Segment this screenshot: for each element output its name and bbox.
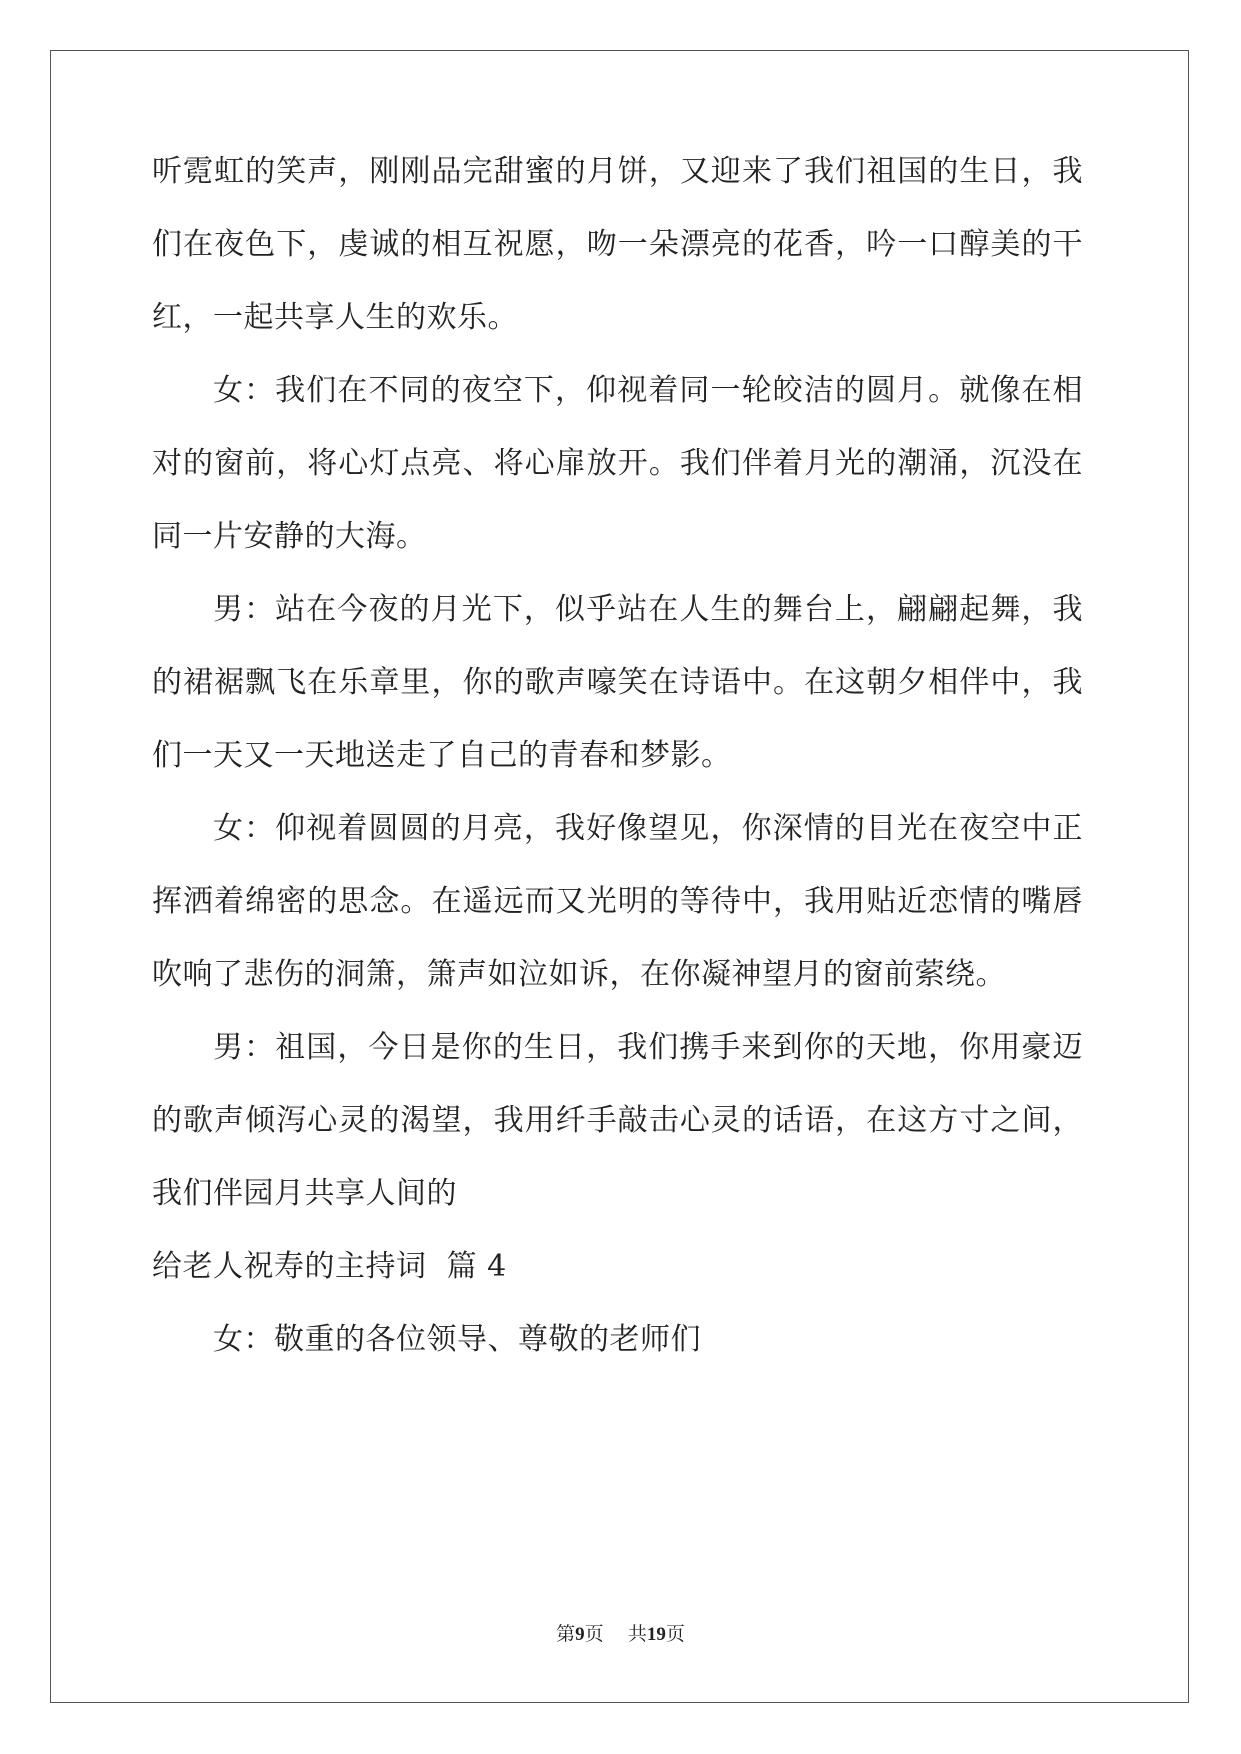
text-line-2: 们在夜色下，虔诚的相互祝愿，吻一朵漂亮的花香，吟一口醇美的干 xyxy=(152,227,1083,262)
text-line-9: 们一天又一天地送走了自己的青春和梦影。 xyxy=(152,738,732,773)
footer-total-unit: 页 xyxy=(665,1623,685,1645)
text-line-13: 男：祖国，今日是你的生日，我们携手来到你的天地，你用豪迈 xyxy=(213,1030,1083,1065)
text-line-5: 对的窗前，将心灯点亮、将心扉放开。我们伴着月光的潮涌，沉没在 xyxy=(152,446,1083,481)
text-line-14: 的歌声倾泻心灵的渴望，我用纤手敲击心灵的话语，在这方寸之间， xyxy=(152,1103,1083,1138)
text-line-11: 挥洒着绵密的思念。在遥远而又光明的等待中，我用贴近恋情的嘴唇 xyxy=(152,884,1083,919)
footer-page-prefix: 第 xyxy=(556,1623,576,1645)
text-line-12: 吹响了悲伤的洞箫，箫声如泣如诉，在你凝神望月的窗前萦绕。 xyxy=(152,957,1006,992)
text-line-17: 女：敬重的各位领导、尊敬的老师们 xyxy=(213,1322,701,1357)
footer-total-prefix: 共 xyxy=(627,1623,647,1645)
text-line-15: 我们伴园月共享人间的 xyxy=(152,1176,457,1211)
text-line-6: 同一片安静的大海。 xyxy=(152,519,427,554)
text-line-4: 女：我们在不同的夜空下，仰视着同一轮皎洁的圆月。就像在相 xyxy=(213,373,1083,408)
text-line-3: 红，一起共享人生的欢乐。 xyxy=(152,300,518,335)
text-line-8: 的裙裾飘飞在乐章里，你的歌声嚎笑在诗语中。在这朝夕相伴中，我 xyxy=(152,665,1083,700)
footer-page-unit: 页 xyxy=(584,1623,604,1645)
text-line-7: 男：站在今夜的月光下，似乎站在人生的舞台上，翩翩起舞，我 xyxy=(213,592,1083,627)
footer-total-pages: 19 xyxy=(646,1624,666,1645)
section-heading: 给老人祝寿的主持词 篇 4 xyxy=(152,1249,507,1284)
text-line-10: 女：仰视着圆圆的月亮，我好像望见，你深情的目光在夜空中正 xyxy=(213,811,1083,846)
page-footer xyxy=(0,1622,1241,1647)
footer-page-number: 9 xyxy=(575,1624,585,1645)
text-line-1: 听霓虹的笑声，刚刚品完甜蜜的月饼，又迎来了我们祖国的生日，我 xyxy=(152,154,1083,189)
